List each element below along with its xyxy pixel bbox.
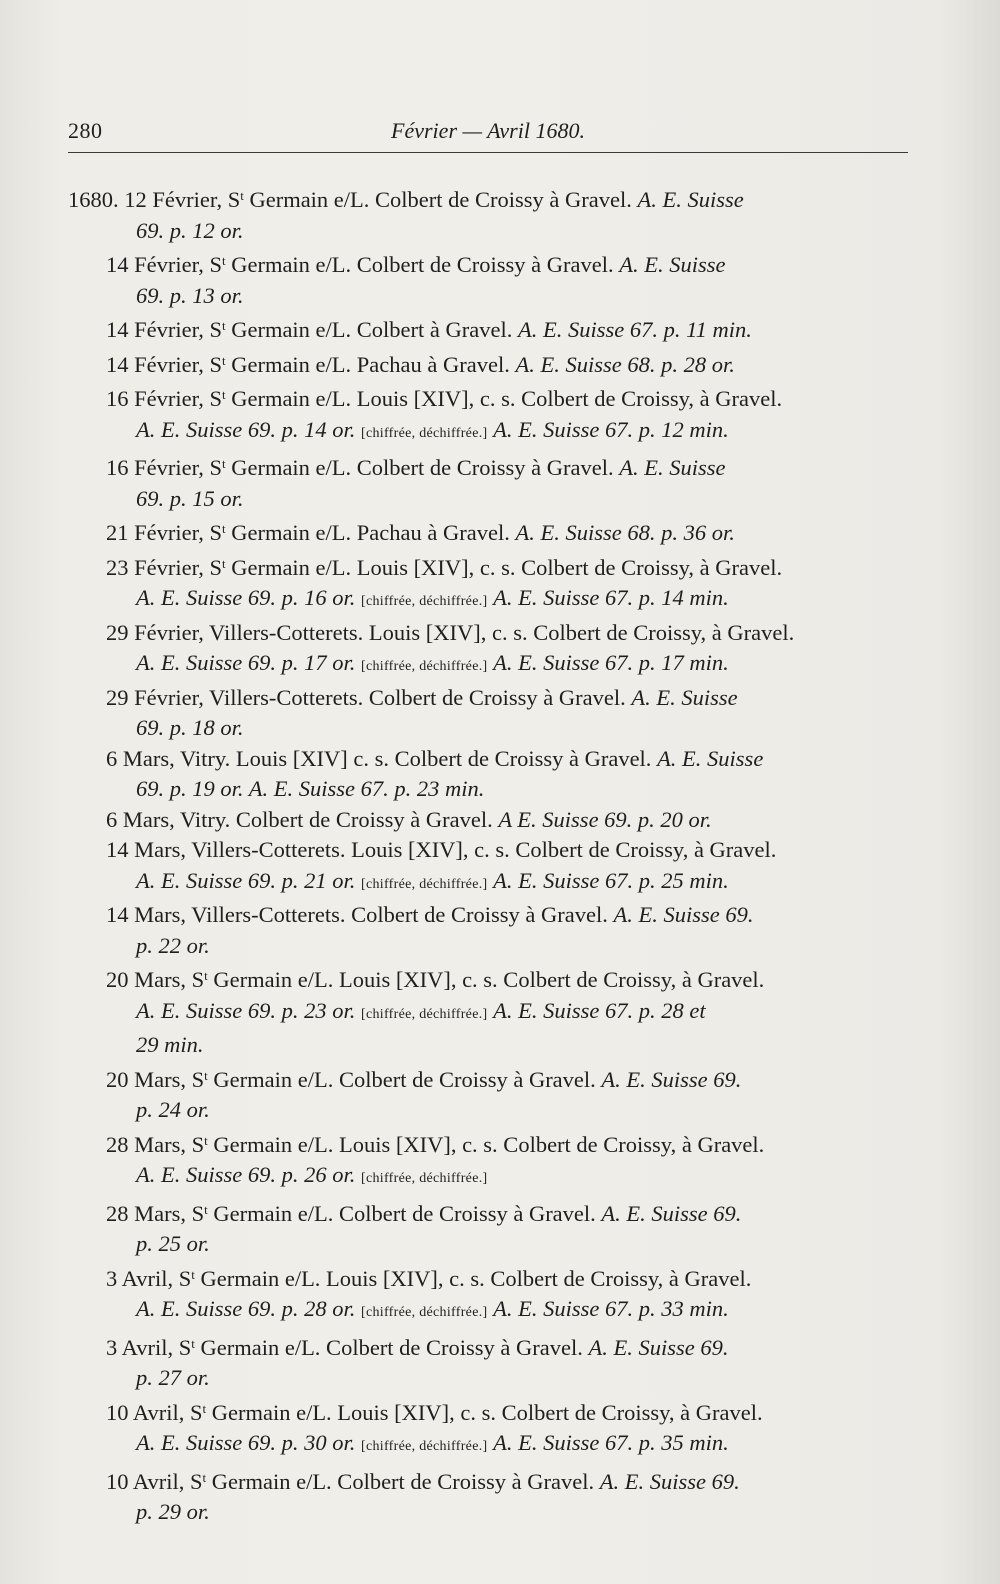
entry	[68, 181, 908, 246]
entry	[68, 805, 908, 836]
entry-line: 16 Février, $S^t$ Germain e/L. Colbert de Croissy à Gravel. A. E. Suisse	[106, 455, 726, 480]
entry	[68, 1126, 908, 1195]
header-rule	[68, 152, 908, 153]
entry	[68, 346, 908, 381]
entry-line: A. E. Suisse 69. p. 26 or. [chiffrée, déchiffrée.]	[136, 1162, 488, 1187]
entry	[68, 246, 908, 311]
entry-line: 69. p. 19 or. A. E. Suisse 67. p. 23 min.	[136, 776, 485, 801]
entry	[68, 618, 908, 683]
entry-line: 21 Février, $S^t$ Germain e/L. Pachau à Gravel. A. E. Suisse 68. p. 36 or.	[106, 520, 735, 545]
entry-line: 28 Mars, $S^t$ Germain e/L. Louis [XIV], c. s. Colbert de Croissy, à Gravel.	[106, 1131, 765, 1157]
entry-line: 69. p. 13 or.	[136, 282, 244, 308]
entry-line: A. E. Suisse 69. p. 17 or. [chiffrée, déchiffrée.] A. E. Suisse 67. p. 17 min.	[136, 650, 729, 675]
entry-line: 29 Février, Villers-Cotterets. Louis [XIV], c. s. Colbert de Croissy, à Gravel.	[106, 619, 795, 645]
entry-line: 14 Mars, Villers-Cotterets. Colbert de Croissy à Gravel. A. E. Suisse 69.	[106, 902, 754, 927]
entry-line: 10 Avril, $S^t$ Germain e/L. Louis [XIV], c. s. Colbert de Croissy, à Gravel.	[106, 1399, 763, 1425]
entry-line: 14 Février, $S^t$ Germain e/L. Colbert à Gravel. A. E. Suisse 67. p. 11 min.	[106, 317, 752, 342]
entry	[68, 1260, 908, 1329]
page-number: 280	[68, 118, 103, 143]
entry	[68, 1329, 908, 1394]
entry-line: 6 Mars, Vitry. Colbert de Croissy à Gravel. A E. Suisse 69. p. 20 or.	[106, 806, 712, 832]
entry-line: A. E. Suisse 69. p. 30 or. [chiffrée, déchiffrée.] A. E. Suisse 67. p. 35 min.	[136, 1430, 729, 1455]
entry-line: 69. p. 18 or.	[136, 715, 244, 740]
entry	[68, 1195, 908, 1260]
page-header	[68, 118, 908, 152]
entry	[68, 744, 908, 805]
entry-line: p. 25 or.	[136, 1231, 210, 1256]
entry-line: 1680. 12 Février, $S^t$ Germain e/L. Colbert de Croissy à Gravel. A. E. Suisse	[68, 187, 744, 212]
entry-line: 14 Mars, Villers-Cotterets. Louis [XIV], c. s. Colbert de Croissy, à Gravel.	[106, 837, 777, 862]
entry-line: 69. p. 12 or.	[136, 217, 244, 243]
entry	[68, 1061, 908, 1126]
entry-line: 14 Février, $S^t$ Germain e/L. Colbert de Croissy à Gravel. A. E. Suisse	[106, 252, 726, 277]
entry-line: A. E. Suisse 69. p. 21 or. [chiffrée, déchiffrée.] A. E. Suisse 67. p. 25 min.	[136, 867, 729, 893]
entry	[68, 961, 908, 1061]
entry-line: p. 22 or.	[136, 932, 210, 958]
running-title: Février — Avril 1680.	[391, 118, 585, 143]
entry-line: 20 Mars, $S^t$ Germain e/L. Louis [XIV], c. s. Colbert de Croissy, à Gravel.	[106, 967, 765, 992]
entry-line: 29 Février, Villers-Cotterets. Colbert de Croissy à Gravel. A. E. Suisse	[106, 684, 738, 710]
entry	[68, 380, 908, 449]
entry	[68, 835, 908, 900]
entry-line: 3 Avril, $S^t$ Germain e/L. Colbert de Croissy à Gravel. A. E. Suisse 69.	[106, 1334, 729, 1360]
entry-line: 23 Février, $S^t$ Germain e/L. Louis [XIV], c. s. Colbert de Croissy, à Gravel.	[106, 554, 783, 580]
entry	[68, 514, 908, 549]
entry-line: 28 Mars, $S^t$ Germain e/L. Colbert de Croissy à Gravel. A. E. Suisse 69.	[106, 1200, 742, 1226]
entry-line: 29 min.	[136, 1032, 204, 1057]
entry-line: A. E. Suisse 69. p. 16 or. [chiffrée, déchiffrée.] A. E. Suisse 67. p. 14 min.	[136, 585, 729, 610]
entry	[68, 311, 908, 346]
entry	[68, 1394, 908, 1463]
entry-line: A. E. Suisse 69. p. 28 or. [chiffrée, déchiffrée.] A. E. Suisse 67. p. 33 min.	[136, 1296, 729, 1321]
entry-line: 14 Février, $S^t$ Germain e/L. Pachau à Gravel. A. E. Suisse 68. p. 28 or.	[106, 351, 735, 377]
entry-line: A. E. Suisse 69. p. 14 or. [chiffrée, déchiffrée.] A. E. Suisse 67. p. 12 min.	[136, 416, 729, 442]
entry-line: p. 27 or.	[136, 1365, 210, 1390]
entry-list	[68, 181, 908, 1528]
entry	[68, 1463, 908, 1528]
entry	[68, 449, 908, 514]
entry-line: 20 Mars, $S^t$ Germain e/L. Colbert de Croissy à Gravel. A. E. Suisse 69.	[106, 1066, 742, 1092]
entry-line: 69. p. 15 or.	[136, 485, 244, 511]
entry-line: 10 Avril, $S^t$ Germain e/L. Colbert de Croissy à Gravel. A. E. Suisse 69.	[106, 1468, 740, 1494]
entry	[68, 683, 908, 744]
entry-line: 6 Mars, Vitry. Louis [XIV] c. s. Colbert de Croissy à Gravel. A. E. Suisse	[106, 745, 764, 771]
entry-line: 3 Avril, $S^t$ Germain e/L. Louis [XIV], c. s. Colbert de Croissy, à Gravel.	[106, 1265, 752, 1291]
entry-line: p. 29 or.	[136, 1499, 210, 1524]
entry-line: 16 Février, $S^t$ Germain e/L. Louis [XIV], c. s. Colbert de Croissy, à Gravel.	[106, 386, 783, 411]
entry-line: A. E. Suisse 69. p. 23 or. [chiffrée, déchiffrée.] A. E. Suisse 67. p. 28 et	[136, 997, 706, 1023]
entry	[68, 900, 908, 961]
entry	[68, 549, 908, 618]
entry-line: p. 24 or.	[136, 1097, 210, 1122]
